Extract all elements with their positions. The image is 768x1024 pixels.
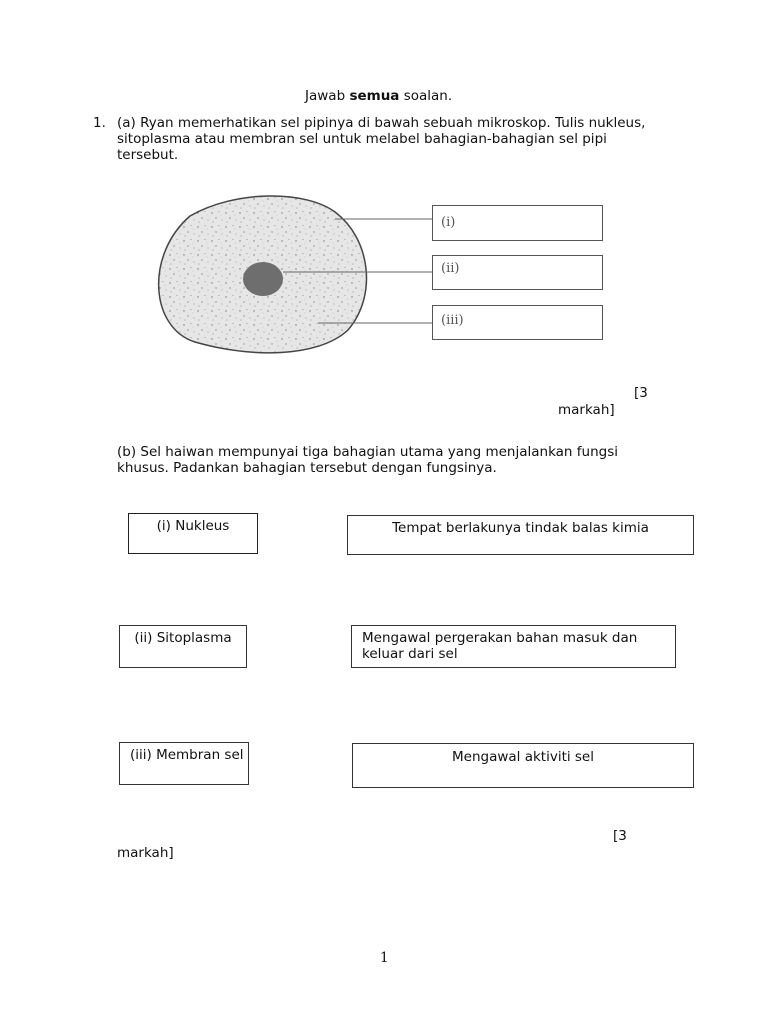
part-b-line-1: (b) Sel haiwan mempunyai tiga bahagian utama yang menjalankan fungsi — [117, 444, 618, 460]
part-box-nukleus[interactable] — [128, 513, 258, 554]
part-a-line-2: sitoplasma atau membran sel untuk melabel bahagian-bahagian sel pipi — [117, 131, 607, 147]
part-b-marks-2: markah] — [117, 845, 174, 861]
part-b-line-2: khusus. Padankan bahagian tersebut dengan fungsinya. — [117, 460, 497, 476]
part-box-sitoplasma[interactable] — [119, 625, 247, 668]
part-a-marks-2: markah] — [558, 402, 615, 418]
part-label-sitoplasma: (ii) Sitoplasma — [134, 630, 232, 646]
function-box-3[interactable] — [352, 743, 694, 788]
part-label-membran: (iii) Membran sel — [130, 747, 244, 763]
label-text-i: (i) — [441, 215, 456, 230]
label-text-ii: (ii) — [441, 261, 460, 276]
nucleus-shape — [243, 262, 283, 296]
label-text-iii: (iii) — [441, 313, 464, 328]
function-label-2: Mengawal pergerakan bahan masuk dan keluar dari sel — [362, 630, 638, 662]
question-number: 1. — [93, 115, 106, 131]
label-box-i[interactable] — [432, 205, 603, 241]
part-a-marks-1: [3 — [634, 385, 648, 401]
part-b-marks-1: [3 — [613, 828, 627, 844]
function-box-2[interactable] — [351, 625, 676, 668]
page-number: 1 — [380, 950, 389, 966]
part-box-membran[interactable] — [119, 742, 249, 785]
function-label-3: Mengawal aktiviti sel — [451, 749, 594, 765]
part-label-nukleus: (i) Nukleus — [156, 518, 230, 534]
function-box-1[interactable] — [347, 515, 694, 555]
function-label-1: Tempat berlakunya tindak balas kimia — [392, 520, 649, 536]
instruction-suffix: soalan. — [399, 88, 453, 104]
instruction-prefix: Jawab — [305, 88, 350, 104]
instruction-bold: semua — [349, 88, 400, 104]
part-a-line-3: tersebut. — [117, 147, 179, 163]
part-a-line-1: (a) Ryan memerhatikan sel pipinya di bawah sebuah mikroskop. Tulis nukleus, — [117, 115, 646, 131]
